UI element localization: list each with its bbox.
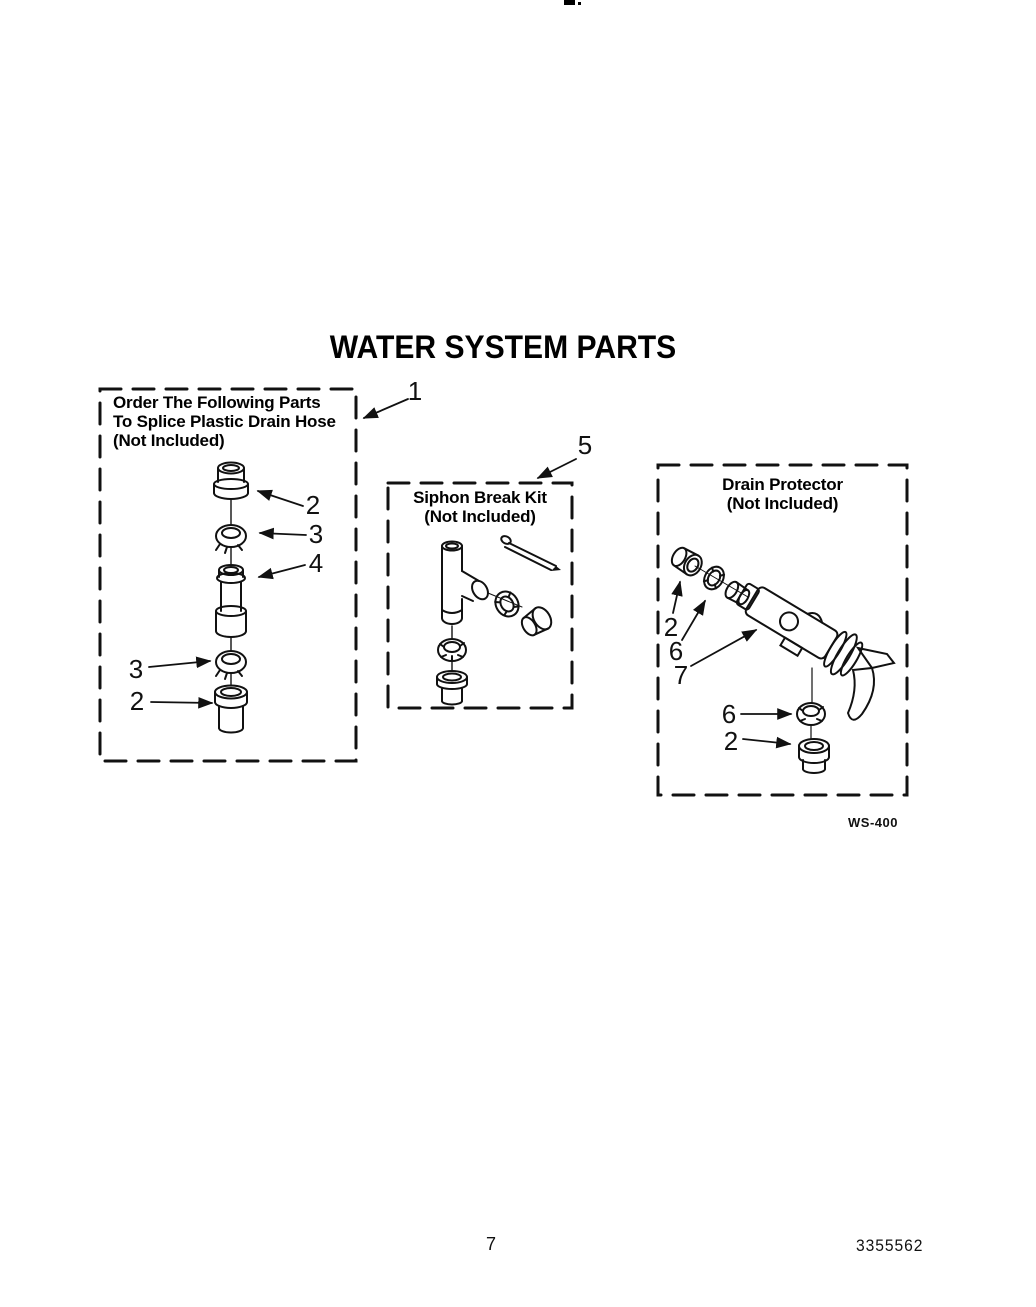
splice-kit-title-line-2: To Splice Plastic Drain Hose (113, 412, 336, 431)
splice-kit-title-line-1: Order The Following Parts (113, 393, 321, 412)
callout-arrow-drain-2b (743, 739, 790, 744)
callout-arrow-drain-2 (673, 582, 680, 613)
callout-label-drain-6b: 6 (721, 699, 737, 729)
callout-label-drain-6: 6 (668, 636, 684, 666)
callout-label-5: 5 (577, 430, 593, 460)
splice-kit-title-line-3: (Not Included) (113, 431, 225, 450)
siphon-cap-drawing (518, 604, 555, 640)
drain-clamp-top-drawing (700, 563, 728, 593)
drain-coupling-bottom-drawing (799, 739, 829, 773)
drain-protector-box-title (659, 475, 906, 513)
callout-arrow-5 (538, 459, 576, 478)
callout-label-splice-2b: 2 (129, 686, 145, 716)
scan-artifact-dot (578, 2, 581, 5)
screw-drawing (500, 535, 561, 571)
splice-hose-connector-drawing (216, 565, 246, 637)
callout-label-drain-2: 2 (663, 612, 679, 642)
drain-coupling-top-drawing (668, 544, 705, 578)
callout-label-drain-7: 7 (673, 660, 689, 690)
drain-protector-title-line-1: Drain Protector (722, 475, 843, 494)
callout-label-splice-4: 4 (308, 548, 324, 578)
siphon-tube-drawing (442, 542, 491, 625)
siphon-clamp-ring-drawing (491, 587, 523, 621)
document-number: 3355562 (856, 1236, 924, 1255)
callout-arrow-1 (364, 399, 408, 418)
splice-kit-box-title (113, 393, 336, 450)
splice-bottom-coupling-drawing (215, 686, 247, 733)
callout-arrow-drain-7 (691, 630, 756, 666)
siphon-coupling-drawing (437, 671, 467, 705)
siphon-break-kit-box-title (389, 488, 571, 526)
scan-artifact (564, 0, 575, 5)
callout-arrow-splice-2b (151, 702, 212, 703)
siphon-lower-clamp-drawing (438, 639, 466, 661)
callout-label-splice-3: 3 (308, 519, 324, 549)
callout-arrow-drain-6 (682, 601, 705, 640)
drain-clamp-bottom-drawing (797, 703, 825, 725)
callout-arrow-splice-4 (259, 565, 305, 577)
drain-lever-drawing (848, 648, 894, 720)
drain-protector-title-line-2: (Not Included) (726, 494, 839, 513)
diagram-code: WS-400 (848, 815, 898, 830)
page-title: WATER SYSTEM PARTS (329, 329, 677, 365)
callout-label-drain-2b: 2 (723, 726, 739, 756)
splice-top-coupling-drawing (214, 463, 248, 500)
siphon-kit-title-line-2: (Not Included) (424, 507, 536, 526)
callout-arrow-splice-2 (258, 491, 303, 506)
callout-label-1: 1 (407, 376, 423, 406)
drain-valve-body-drawing (729, 573, 868, 683)
drain-protector-box-border (658, 465, 907, 795)
callout-arrow-splice-3 (260, 533, 306, 535)
callout-label-splice-2: 2 (305, 490, 321, 520)
siphon-kit-title-line-1: Siphon Break Kit (413, 488, 547, 507)
page-number: 7 (486, 1234, 497, 1254)
callout-label-splice-3b: 3 (128, 654, 144, 684)
callout-arrow-splice-3b (149, 661, 210, 667)
